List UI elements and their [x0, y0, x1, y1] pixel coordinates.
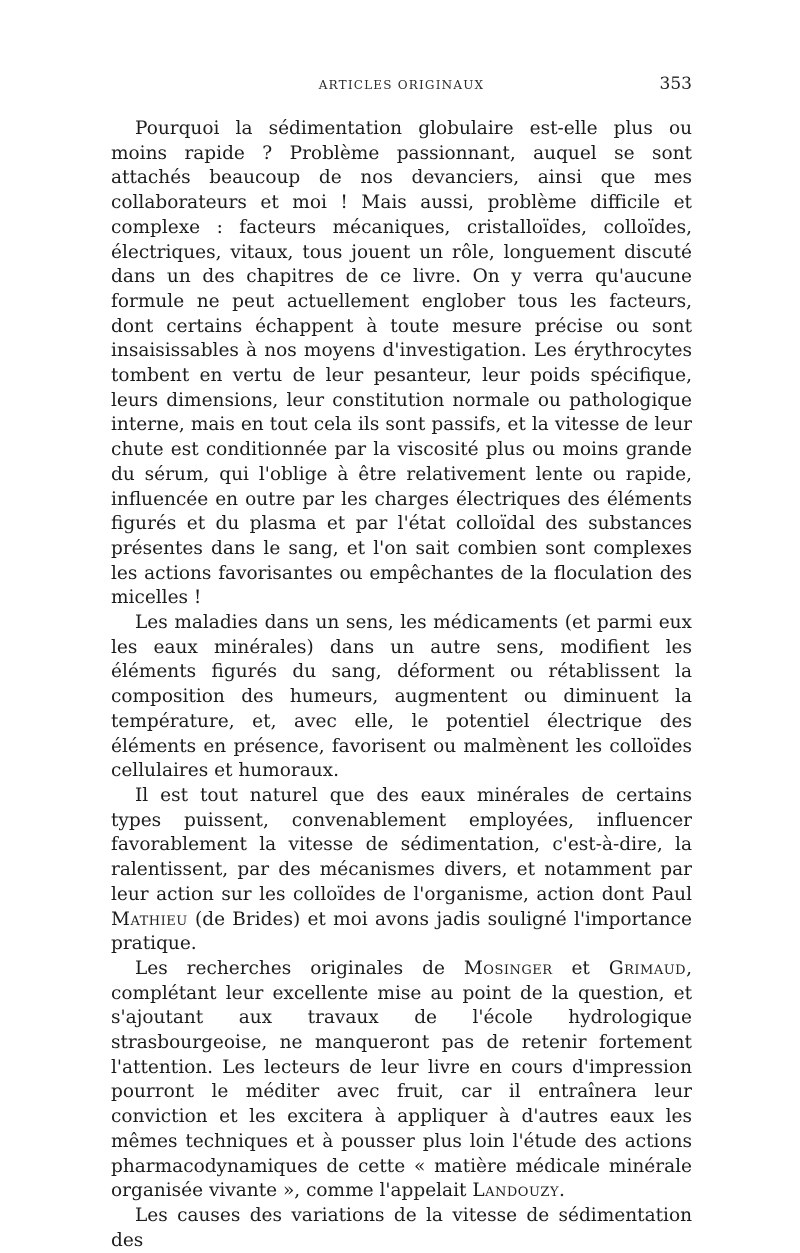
author-name-landouzy: Landouzy: [472, 1180, 560, 1202]
paragraph-original-research: [111, 957, 692, 1204]
paragraph-causes: Les causes des variations de la vitesse de sédimentation des: [111, 1204, 692, 1251]
paragraph-mineral-waters: [111, 784, 692, 957]
text-run: et: [552, 957, 609, 979]
text-run: Les recherches originales de: [135, 957, 464, 979]
paragraph-sedimentation-question: Pourquoi la sédimentation globulaire est-elle plus ou moins rapide ? Problème passionnant, auquel se sont attachés beaucoup de nos devanciers, ainsi que mes collaborateurs et moi ! Mais aussi, problème difficile et complexe : facteurs mécaniques, cristalloïdes, colloïdes, électriques, vitaux, tous jouent un rôle, longuement discuté dans un des chapitres de ce livre. On y verra qu'aucune formule ne peut actuellement englober tous les facteurs, dont certains échappent à toute mesure précise ou sont insaisissables à nos moyens d'investigation. Les érythrocytes tombent en vertu de leur pesanteur, leur poids spécifique, leurs dimensions, leur constitution normale ou pathologique interne, mais en tout cela ils sont passifs, et la vitesse de leur chute est conditionnée par la viscosité plus ou moins grande du sérum, qui l'oblige à être relativement lente ou rapide, influencée en outre par les charges électriques des éléments figurés et du plasma et par l'état colloïdal des substances présentes dans le sang, et l'on sait combien sont complexes les actions favorisantes ou empêchantes de la floculation des micelles !: [111, 118, 692, 609]
page-header: [111, 74, 692, 102]
page-number: 353: [659, 74, 692, 94]
author-name-grimaud: Grimaud: [608, 957, 687, 979]
text-run: Il est tout naturel que des eaux minérales de certains types puissent, convenablement employées, influencer favorablement la vitesse de sédimentation, c'est-à-dire, la ralentissent, par des mécanismes divers, et notamment par leur action sur les colloïdes de l'organisme, action dont Paul: [111, 784, 692, 905]
author-name-mosinger: Mosinger: [463, 957, 553, 979]
text-run: .: [559, 1180, 565, 1202]
paragraph-diseases-medications: Les maladies dans un sens, les médicaments (et parmi eux les eaux minérales) dans un autre sens, modifient les éléments figurés du sang, déforment ou rétablissent la composition des humeurs, augmentent ou diminuent la température, et, avec elle, le potentiel électrique des éléments en présence, favorisent ou malmènent les colloïdes cellulaires et humoraux.: [111, 612, 692, 782]
text-run: , complétant leur excellente mise au point de la question, et s'ajoutant aux travaux de l'école hydrologique strasbourgeoise, ne manqueront pas de retenir fortement l'attention. Les lecteurs de leur livre en cours d'impression pourront le méditer avec fruit, car il entraînera leur conviction et les excitera à appliquer à d'autres eaux les mêmes techniques et à pousser plus loin l'étude des actions pharmacodynamiques de cette « matière médicale minérale organisée vivante », comme l'appelait: [111, 957, 692, 1202]
running-head: ARTICLES ORIGINAUX: [318, 78, 485, 92]
body-text: [111, 117, 692, 1253]
author-name-mathieu: Mathieu: [111, 908, 188, 930]
text-run: (de Brides) et moi avons jadis souligné l'importance pratique.: [111, 908, 692, 955]
